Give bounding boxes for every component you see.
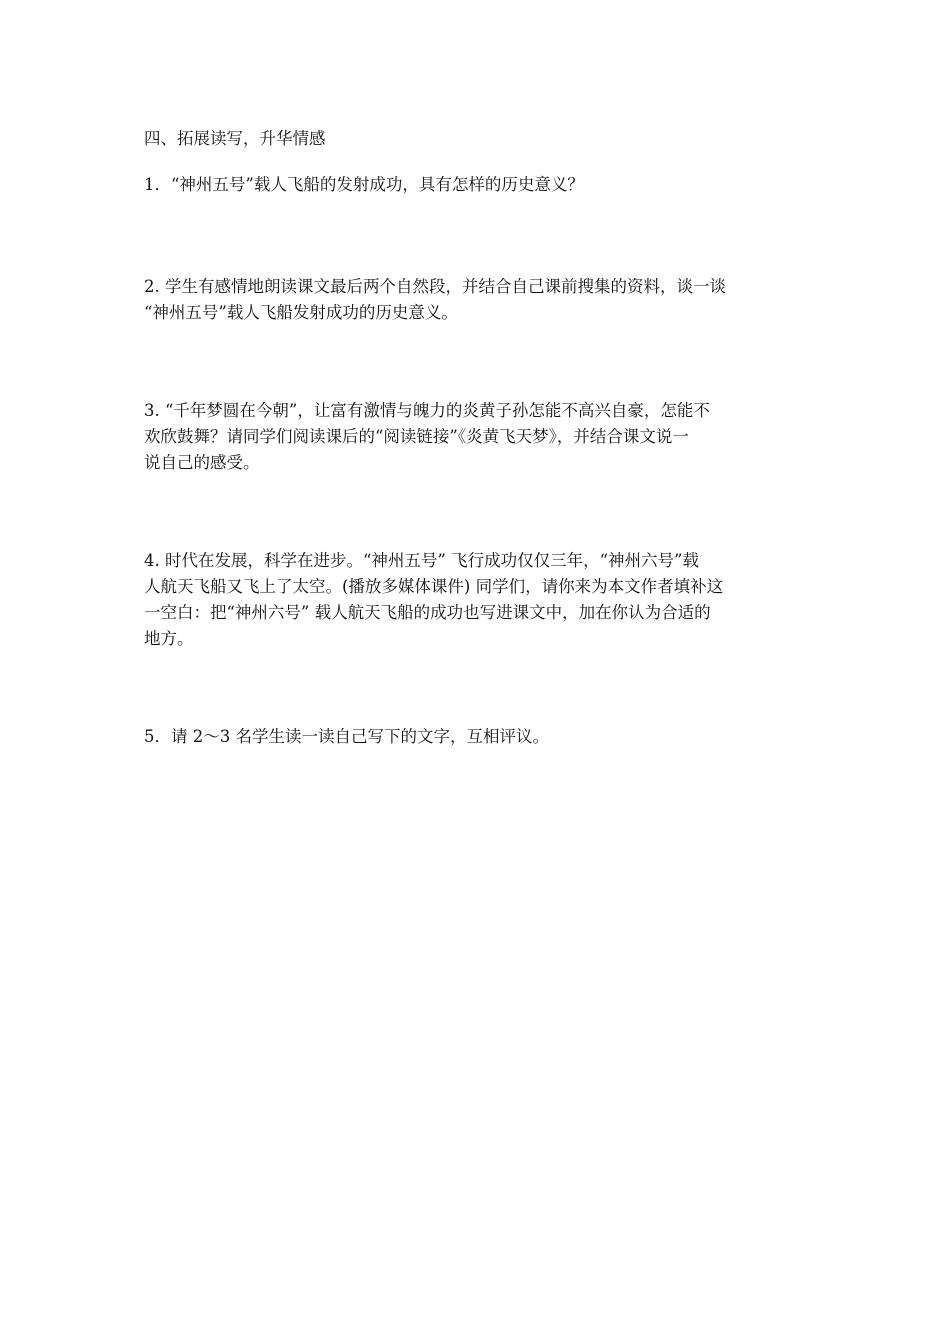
question-4: [144, 548, 808, 652]
question-5-line-1: 5．请 2～3 名学生读一读自己写下的文字，互相评议。: [144, 727, 549, 746]
question-5: [144, 724, 808, 750]
question-1-line-1: 1．“神州五号”载人飞船的发射成功，具有怎样的历史意义？: [144, 175, 584, 194]
question-3-line-3: 说自己的感受。: [144, 453, 260, 472]
question-3-line-2: 欢欣鼓舞？请同学们阅读课后的“阅读链接”《炎黄飞天梦》，并结合课文说一: [144, 427, 689, 446]
question-4-line-1: 4. 时代在发展，科学在进步。“神州五号” 飞行成功仅仅三年，“神州六号”载: [144, 551, 699, 570]
question-4-line-3: 一空白：把“神州六号” 载人航天飞船的成功也写进课文中，加在你认为合适的: [144, 603, 711, 622]
question-3: [144, 398, 808, 476]
question-2-line-2: “神州五号”载人飞船发射成功的历史意义。: [144, 303, 458, 322]
document-body: [144, 126, 808, 750]
question-3-line-1: 3. “千年梦圆在今朝”，让富有激情与魄力的炎黄子孙怎能不高兴自豪，怎能不: [144, 401, 710, 420]
question-1: [144, 172, 808, 198]
question-2: [144, 274, 808, 326]
section-heading: 四、拓展读写，升华情感: [144, 129, 326, 148]
question-2-line-1: 2. 学生有感情地朗读课文最后两个自然段，并结合自己课前搜集的资料，谈一谈: [144, 277, 726, 296]
question-4-line-2: 人航天飞船又飞上了太空。(播放多媒体课件) 同学们，请你来为本文作者填补这: [144, 577, 724, 596]
question-4-line-4: 地方。: [144, 629, 194, 648]
